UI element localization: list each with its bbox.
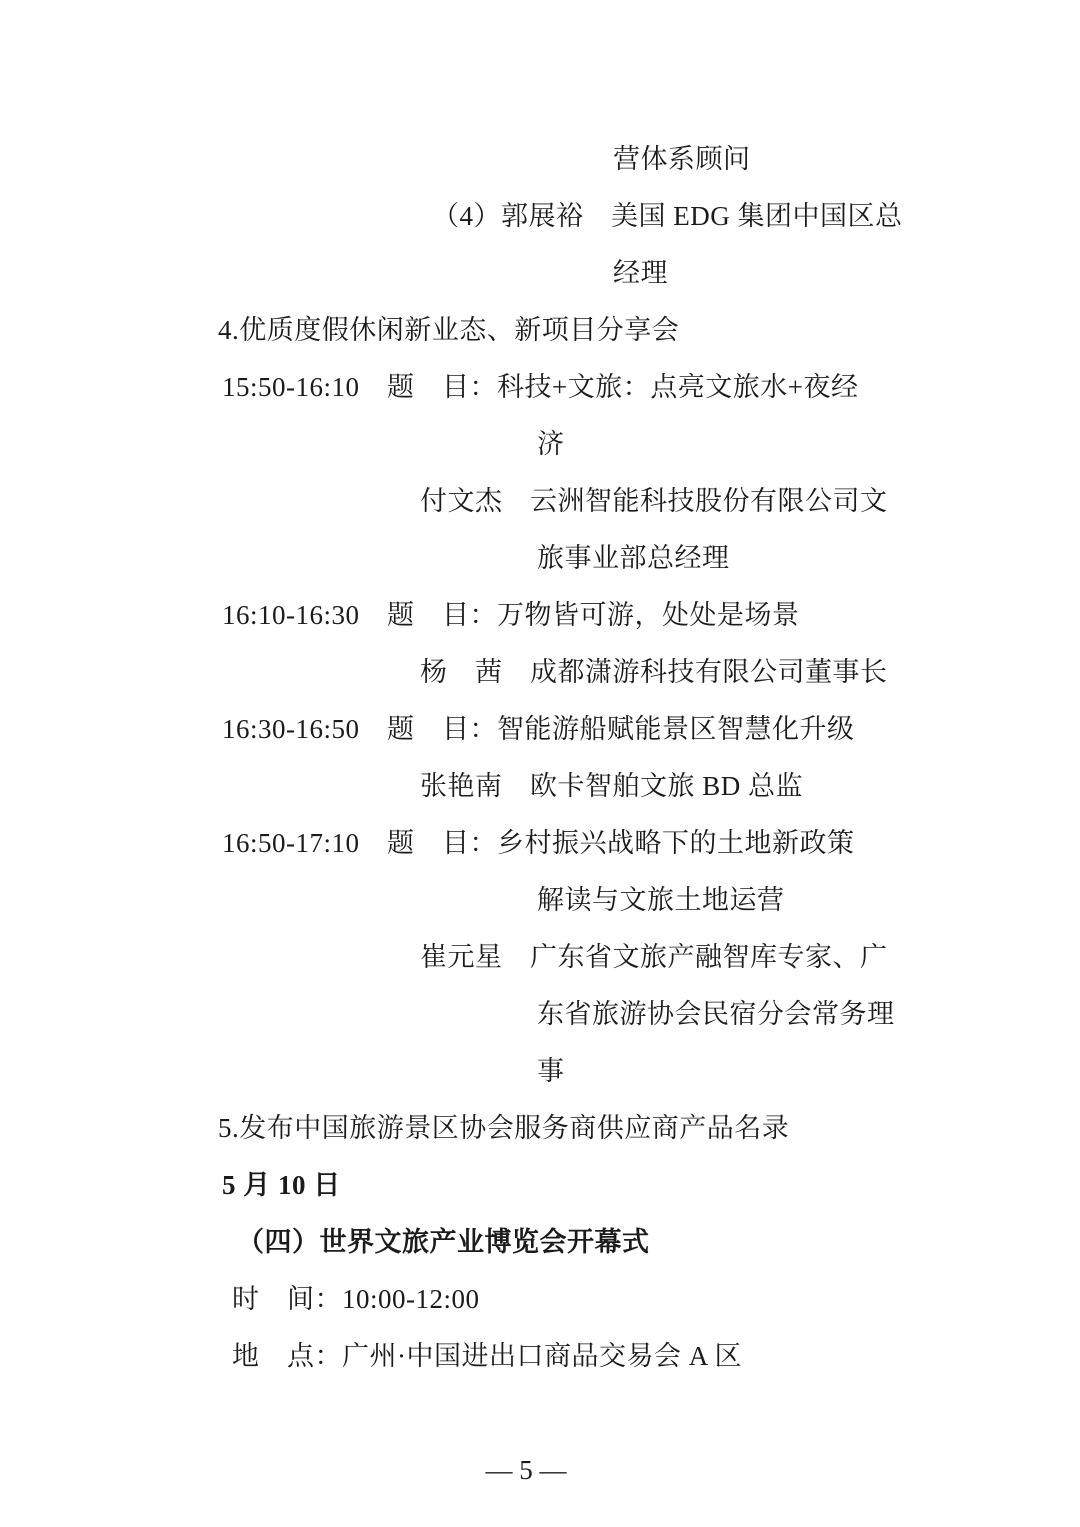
document-line: 16:50-17:10 题 目：乡村振兴战略下的土地新政策 [222,828,855,858]
document-line: 5.发布中国旅游景区协会服务商供应商产品名录 [218,1113,790,1143]
document-line: （四）世界文旅产业博览会开幕式 [237,1227,650,1257]
document-line: 经理 [613,258,668,288]
document-line: 付文杰 云洲智能科技股份有限公司文 [420,486,888,516]
document-line: 旅事业部总经理 [537,543,730,573]
document-line: 16:10-16:30 题 目：万物皆可游，处处是场景 [222,600,800,630]
document-line: 营体系顾问 [613,144,751,174]
document-line: 16:30-16:50 题 目：智能游船赋能景区智慧化升级 [222,714,855,744]
document-line: 时 间：10:00-12:00 [232,1284,480,1314]
document-line: 东省旅游协会民宿分会常务理 [537,999,895,1029]
document-line: 4.优质度假休闲新业态、新项目分享会 [218,315,680,345]
document-line: 5 月 10 日 [222,1170,341,1200]
document-line: 济 [537,429,565,459]
document-line: 杨 茜 成都潇游科技有限公司董事长 [420,657,888,687]
document-line: 张艳南 欧卡智舶文旅 BD 总监 [420,771,804,801]
document-line: 崔元星 广东省文旅产融智库专家、广 [420,942,888,972]
page-footer [0,1385,1080,1485]
document-line: 15:50-16:10 题 目：科技+文旅：点亮文旅水+夜经 [222,372,859,402]
document-line: 解读与文旅土地运营 [537,885,785,915]
document-line: 事 [537,1056,565,1086]
document-line: （4）郭展裕 美国 EDG 集团中国区总 [432,201,903,231]
document-line: 地 点：广州·中国进出口商品交易会 A 区 [232,1341,742,1371]
page-number: — 5 — [485,1455,567,1485]
